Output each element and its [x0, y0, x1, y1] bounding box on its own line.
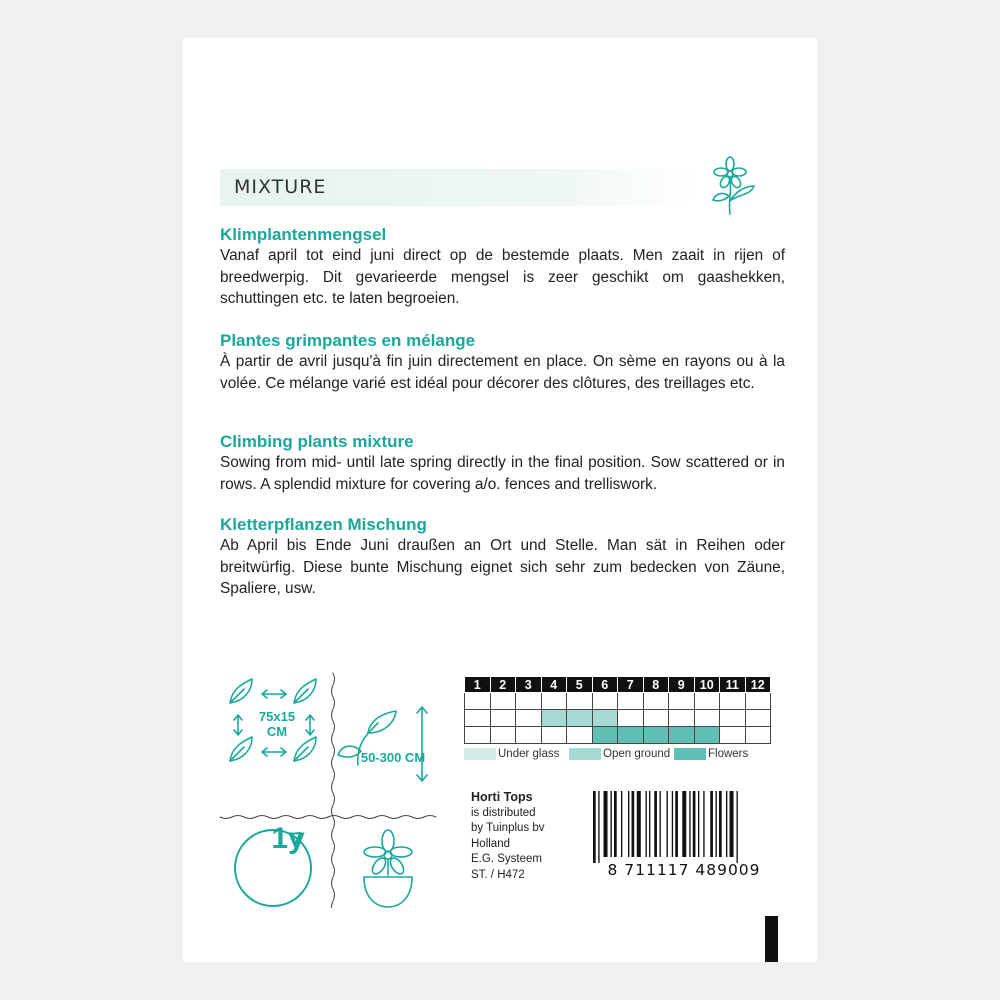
month-header: 12	[745, 677, 771, 693]
calendar-cell	[516, 727, 542, 744]
calendar-cell	[669, 693, 695, 710]
calendar-cell	[669, 710, 695, 727]
barcode-bar	[611, 791, 612, 857]
calendar-cell	[618, 710, 644, 727]
barcode-bar	[719, 791, 722, 857]
barcode-bar	[598, 791, 599, 863]
spacing-label: 75x15 CM	[258, 709, 296, 739]
barcode-bar	[682, 791, 686, 857]
barcode-bar	[614, 791, 617, 857]
month-header: 10	[694, 677, 720, 693]
barcode-number: 8 711117 489009	[607, 861, 761, 879]
calendar-cell	[592, 727, 618, 744]
calendar-cell	[694, 727, 720, 744]
barcode-bar	[637, 791, 641, 857]
legend-open-ground: Open ground	[569, 748, 670, 760]
distributor-line: E.G. Systeem	[471, 853, 542, 865]
barcode-bar	[593, 791, 596, 863]
distributor-line: ST. / H472	[471, 868, 525, 881]
brand-name: Horti Tops	[471, 790, 533, 804]
print-mark	[765, 916, 778, 962]
month-header: 8	[643, 677, 669, 693]
barcode-bar	[628, 791, 629, 857]
calendar-cell	[618, 727, 644, 744]
barcode-bar	[654, 791, 657, 857]
calendar-cell	[694, 710, 720, 727]
month-header: 11	[720, 677, 746, 693]
month-header: 4	[541, 677, 567, 693]
month-header: 5	[567, 677, 593, 693]
calendar-cell	[592, 710, 618, 727]
barcode-bar	[621, 791, 622, 857]
month-header: 1	[465, 677, 491, 693]
section-heading: Klimplantenmengsel	[220, 225, 387, 244]
calendar-cell	[643, 710, 669, 727]
calendar-cell	[567, 727, 593, 744]
plant-height-icon	[338, 707, 427, 781]
barcode-bar	[660, 791, 661, 857]
calendar-cell	[592, 693, 618, 710]
calendar-cell	[745, 693, 771, 710]
barcode-bar	[667, 791, 668, 857]
calendar-cell	[567, 710, 593, 727]
month-header: 6	[592, 677, 618, 693]
barcode-bar	[693, 791, 696, 857]
section-text: À partir de avril jusqu'à fin juin directement en place. On sème en rayons ou à la volée. Ce mélange varié est idéal pour décorer des clôtures, des treillages etc.	[220, 353, 785, 392]
barcode-bar	[649, 791, 650, 857]
calendar-cell	[745, 710, 771, 727]
potted-plant-icon	[364, 830, 412, 907]
calendar-cell	[541, 693, 567, 710]
calendar-cell	[567, 693, 593, 710]
barcode-bar	[710, 791, 713, 857]
growing-icons	[218, 663, 448, 908]
month-header: 3	[516, 677, 542, 693]
seed-packet-back	[183, 38, 817, 962]
distributor-info	[471, 790, 545, 883]
month-header: 9	[669, 677, 695, 693]
calendar-cell	[720, 710, 746, 727]
distributor-line: is distributed	[471, 806, 536, 819]
mixture-banner	[220, 169, 697, 206]
barcode-bar	[604, 791, 608, 857]
banner-title: MIXTURE	[234, 176, 327, 198]
calendar-cell	[643, 693, 669, 710]
calendar-cell	[669, 727, 695, 744]
icon-grid	[218, 663, 448, 908]
barcode-bar	[689, 791, 690, 857]
barcode-bar	[730, 791, 734, 857]
barcode-bar	[646, 791, 647, 857]
calendar-cell	[541, 710, 567, 727]
calendar-cell	[490, 710, 516, 727]
calendar-cell	[516, 710, 542, 727]
barcode-bar	[726, 791, 727, 857]
calendar-cell	[720, 693, 746, 710]
lifecycle-label: 1y	[271, 822, 305, 855]
calendar-cell	[618, 693, 644, 710]
legend-under-glass: Under glass	[464, 748, 559, 760]
calendar-cell	[465, 710, 491, 727]
barcode-bar	[737, 791, 738, 863]
section-heading: Climbing plants mixture	[220, 432, 414, 451]
barcode-bar	[675, 791, 678, 857]
height-label: 50-300 CM	[360, 750, 426, 765]
barcode-bar	[632, 791, 635, 857]
calendar-cell	[516, 693, 542, 710]
section-german	[220, 514, 785, 600]
calendar-cell	[745, 727, 771, 744]
section-heading: Kletterpflanzen Mischung	[220, 515, 427, 534]
section-text: Sowing from mid- until late spring directly in the final position. Sow scattered or in rows. A splendid mixture for covering a/o. fences and trelliswork.	[220, 454, 785, 493]
month-header: 7	[618, 677, 644, 693]
section-text: Vanaf april tot eind juni direct op de bestemde plaats. Men zaait in rijen of breedwerpig. Dit gevarieerde mengsel is zeer geschikt om gaashekken, schuttingen etc. te laten begroeien.	[220, 247, 785, 307]
month-header: 2	[490, 677, 516, 693]
section-dutch	[220, 224, 785, 310]
calendar-cell	[643, 727, 669, 744]
section-heading: Plantes grimpantes en mélange	[220, 331, 476, 350]
sowing-calendar	[464, 676, 771, 744]
calendar-cell	[465, 693, 491, 710]
barcode-bar	[703, 791, 704, 857]
distributor-line: by Tuinplus bv	[471, 822, 545, 834]
section-text: Ab April bis Ende Juni draußen an Ort und Stelle. Man sät in Reihen oder breitwürfig. Diese bunte Mischung eignet sich sehr zum bedecken von Zäune, Spaliere, usw.	[220, 537, 785, 597]
section-english	[220, 431, 785, 495]
calendar-cell	[490, 727, 516, 744]
distributor-line: Holland	[471, 837, 510, 850]
legend-flowers: Flowers	[674, 748, 748, 760]
calendar-cell	[694, 693, 720, 710]
barcode-bar	[698, 791, 699, 857]
calendar-cell	[465, 727, 491, 744]
section-french	[220, 330, 785, 394]
flower-icon	[710, 156, 764, 216]
barcode-bar	[716, 791, 717, 857]
calendar-cell	[720, 727, 746, 744]
barcode-bar	[672, 791, 673, 857]
calendar-cell	[490, 693, 516, 710]
calendar-cell	[541, 727, 567, 744]
